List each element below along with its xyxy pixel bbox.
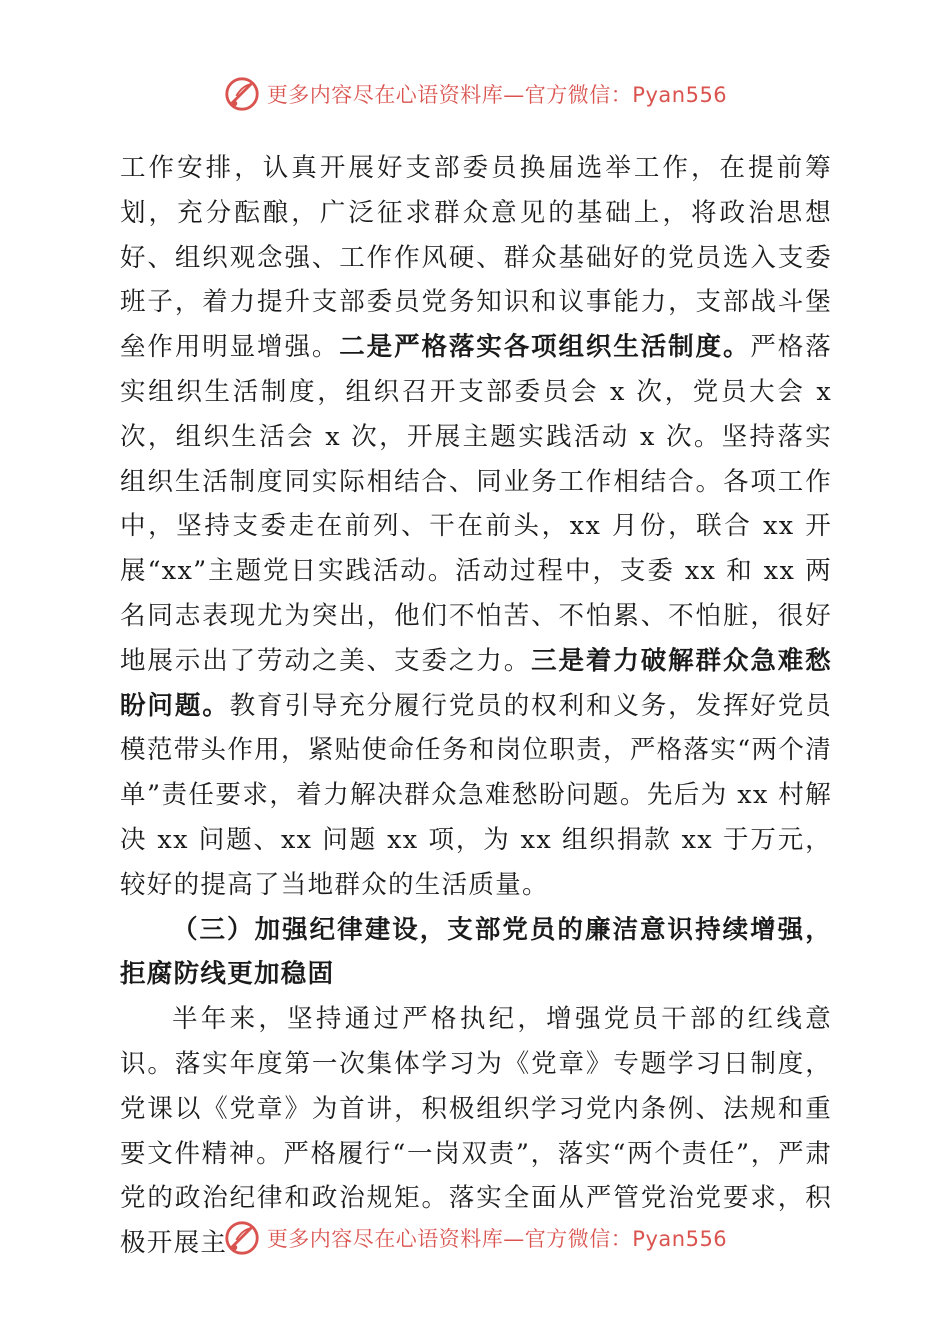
header-watermark — [0, 72, 950, 116]
watermark-text: 更多内容尽在心语资料库—官方微信：Pyan556 — [266, 83, 728, 107]
document-body — [120, 146, 832, 1266]
seal-logo-icon — [223, 75, 261, 113]
paragraph-text: 教育引导充分履行党员的权利和义务，发挥好党员模范带头作用，紧贴使命任务和岗位职责，严格落实“两个清单”责任要求，着力解决群众急难愁盼问题。先后为 xx 村解决 xx 问题、xx 问题 xx 项，为 xx 组织捐款 xx 于万元，较好的提高了当地群众的生活质量。 — [120, 690, 832, 900]
paragraph-organization — [120, 146, 832, 908]
paragraph-text: 严格落实组织生活制度，组织召开支部委员会 x 次，党员大会 x 次，组织生活会 x 次，开展主题实践活动 x 次。坚持落实组织生活制度同实际相结合、同业务工作相结合。各项工作中，坚持支委走在前列、干在前头，xx 月份，联合 xx 开展“xx”主题党日实践活动。活动过程中，支委 xx 和 xx 两名同志表现尤为突出，他们不怕苦、不怕累、不怕脏，很好地展示出了劳动之美、支委之力。 — [120, 332, 832, 676]
paragraph-discipline: 半年来，坚持通过严格执纪，增强党员干部的红线意识。落实年度第一次集体学习为《党章》专题学习日制度，党课以《党章》为首讲，积极组织学习党内条例、法规和重要文件精神。严格履行“一岗双责”，落实“两个责任”，严肃党的政治纪律和政治规矩。落实全面从严管党治党要求，积极开展主 — [120, 1004, 832, 1259]
paragraph-text: 工作安排，认真开展好支部委员换届选举工作，在提前筹划，充分酝酿，广泛征求群众意见的基础上，将政治思想好、组织观念强、工作作风硬、群众基础好的党员选入支委班子，着力提升支部委员党务知识和议事能力，支部战斗堡垒作用明显增强。 — [120, 153, 832, 363]
footer-watermark — [0, 1216, 950, 1260]
seal-logo-icon — [223, 1219, 261, 1257]
bold-subheading: 二是严格落实各项组织生活制度。 — [339, 332, 751, 363]
section-heading: （三）加强纪律建设，支部党员的廉洁意识持续增强，拒腐防线更加稳固 — [120, 914, 832, 990]
watermark-text: 更多内容尽在心语资料库—官方微信：Pyan556 — [266, 1227, 728, 1251]
bold-subheading: 三是着力破解群众急难愁盼问题。 — [120, 645, 832, 721]
